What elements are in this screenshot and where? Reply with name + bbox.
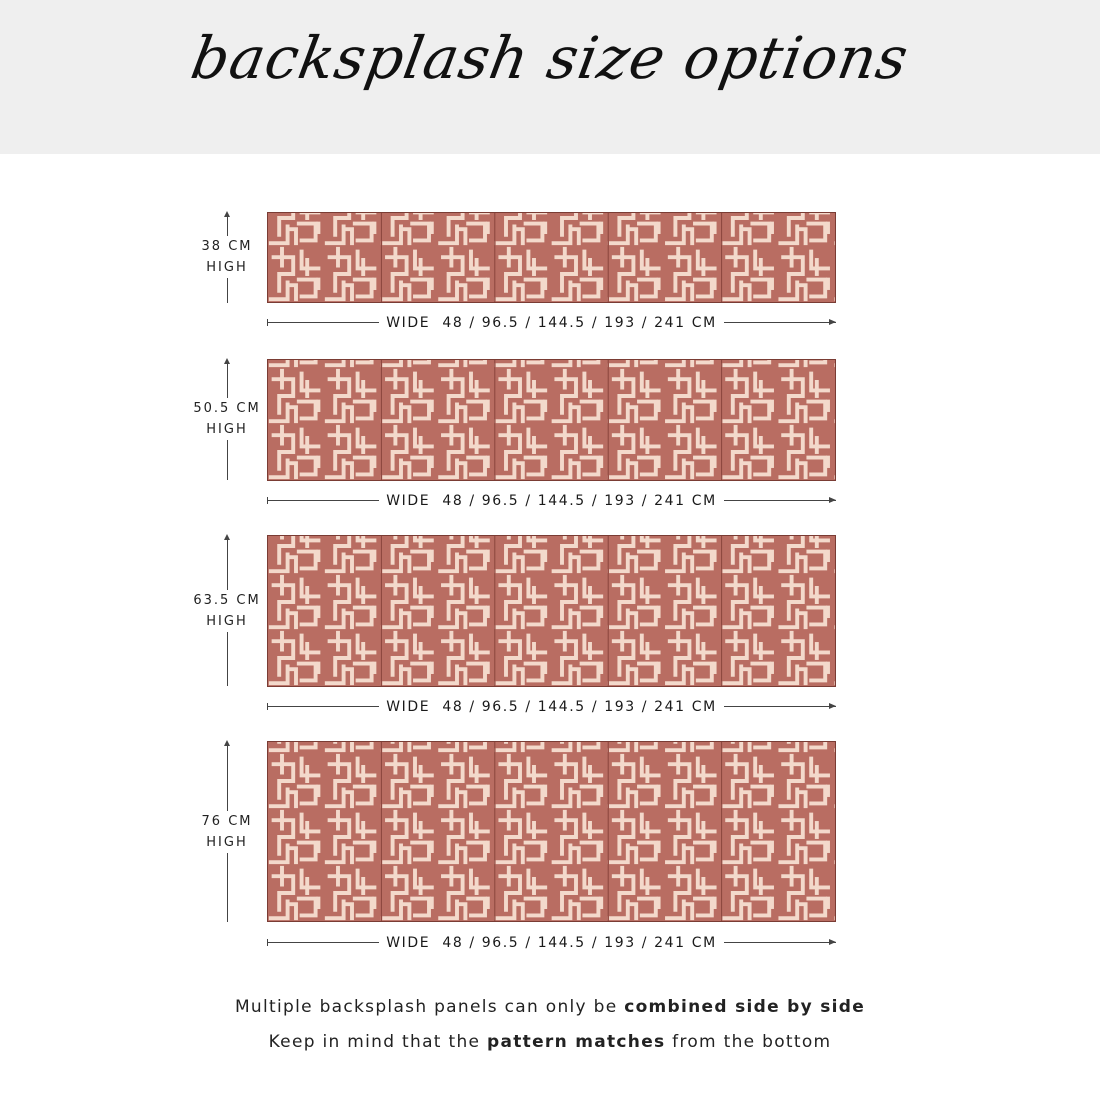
height-value: 50.5 CM — [193, 401, 261, 416]
height-value: 38 CM — [201, 239, 253, 254]
header-banner — [0, 0, 1100, 154]
pattern-svg — [268, 360, 835, 480]
width-dimension — [267, 933, 836, 953]
height-label — [182, 590, 272, 632]
arrow-right-icon — [829, 497, 836, 503]
width-dimension — [267, 697, 836, 717]
height-value: 63.5 CM — [193, 593, 261, 608]
pattern-svg — [268, 742, 835, 921]
width-label: WIDE 48 / 96.5 / 144.5 / 193 / 241 CM — [386, 315, 717, 331]
arrow-right-icon — [829, 703, 836, 709]
height-unit: HIGH — [206, 614, 248, 629]
width-dimension — [267, 491, 836, 511]
height-label — [182, 811, 272, 853]
height-value: 76 CM — [201, 814, 253, 829]
arrow-right-icon — [829, 939, 836, 945]
note-pattern-match: Keep in mind that the pattern matches from the bottom — [268, 1032, 832, 1052]
height-unit: HIGH — [206, 422, 248, 437]
pattern-svg — [268, 213, 835, 302]
width-label: WIDE 48 / 96.5 / 144.5 / 193 / 241 CM — [386, 935, 717, 951]
note-emphasis: pattern matches — [486, 1032, 666, 1052]
height-unit: HIGH — [206, 260, 248, 275]
arrow-right-icon — [829, 319, 836, 325]
pattern-svg — [268, 536, 835, 686]
backsplash-panel-strip — [267, 741, 836, 922]
width-label: WIDE 48 / 96.5 / 144.5 / 193 / 241 CM — [386, 493, 717, 509]
height-unit: HIGH — [206, 835, 248, 850]
backsplash-panel-strip — [267, 212, 836, 303]
width-dimension — [267, 313, 836, 333]
page-title: backsplash size options — [186, 24, 914, 92]
note-emphasis: combined side by side — [624, 997, 866, 1017]
backsplash-panel-strip — [267, 359, 836, 481]
height-label — [182, 236, 272, 278]
width-label: WIDE 48 / 96.5 / 144.5 / 193 / 241 CM — [386, 699, 717, 715]
note-combine: Multiple backsplash panels can only be combined side by side — [234, 997, 866, 1017]
backsplash-panel-strip — [267, 535, 836, 687]
height-label — [182, 398, 272, 440]
